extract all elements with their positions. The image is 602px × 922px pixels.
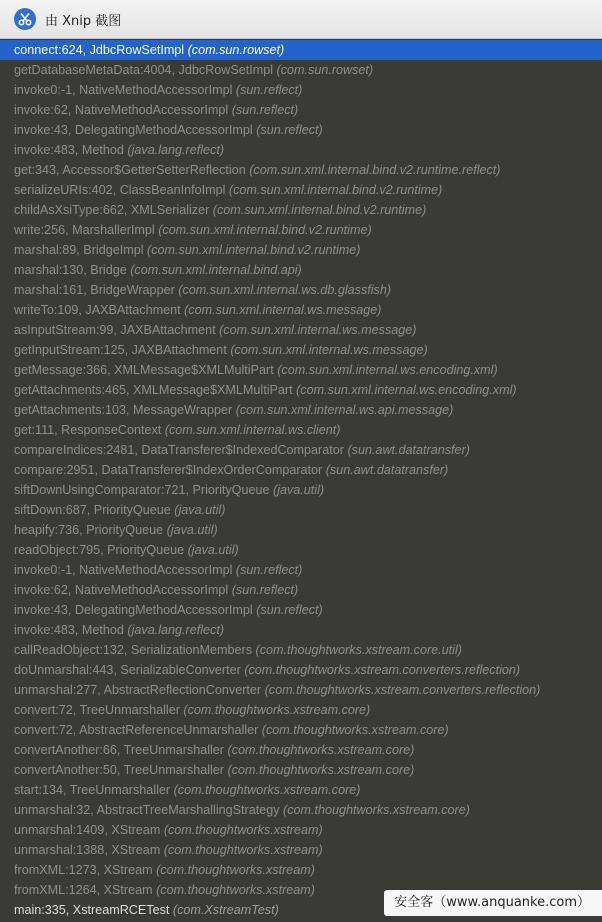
frame-package: (com.sun.xml.internal.bind.v2.runtime): [147, 243, 361, 257]
stack-frame[interactable]: [0, 240, 602, 260]
stack-frame[interactable]: [0, 860, 602, 880]
frame-package: (sun.reflect): [235, 83, 303, 97]
frame-package: (java.util): [174, 503, 226, 517]
frame-method: unmarshal:1388, XStream: [14, 843, 161, 857]
frame-package: (java.util): [166, 523, 218, 537]
stack-frame-selected[interactable]: [0, 40, 602, 60]
frame-method: write:256, MarshallerImpl: [14, 223, 155, 237]
frame-package: (com.thoughtworks.xstream): [163, 843, 323, 857]
stack-frame[interactable]: [0, 680, 602, 700]
stack-frame[interactable]: [0, 760, 602, 780]
frame-package: (com.sun.rowset): [276, 63, 374, 77]
frame-method: getMessage:366, XMLMessage$XMLMultiPart: [14, 363, 274, 377]
frame-method: invoke:483, Method: [14, 623, 124, 637]
frame-package: (java.util): [273, 483, 325, 497]
frame-method: childAsXsiType:662, XMLSerializer: [14, 203, 210, 217]
stack-frame[interactable]: [0, 200, 602, 220]
frame-method: marshal:89, BridgeImpl: [14, 243, 144, 257]
frame-method: fromXML:1264, XStream: [14, 883, 153, 897]
frame-package: (com.thoughtworks.xstream): [156, 863, 315, 877]
stack-frame[interactable]: [0, 780, 602, 800]
window-titlebar: [0, 0, 602, 39]
frame-package: (com.thoughtworks.xstream.core): [261, 723, 449, 737]
frame-method: writeTo:109, JAXBAttachment: [14, 303, 181, 317]
frame-package: (com.sun.xml.internal.ws.encoding.xml): [296, 383, 517, 397]
frame-method: invoke0:-1, NativeMethodAccessorImpl: [14, 83, 233, 97]
frame-method: readObject:795, PriorityQueue: [14, 543, 185, 557]
frame-package: (com.thoughtworks.xstream.core.util): [255, 643, 462, 657]
frame-package: (com.sun.xml.internal.ws.message): [184, 303, 382, 317]
frame-method: unmarshal:32, AbstractTreeMarshallingStrategy: [14, 803, 280, 817]
frame-package: (com.sun.xml.internal.ws.message): [230, 343, 428, 357]
stack-frame[interactable]: [0, 320, 602, 340]
frame-package: (com.sun.xml.internal.bind.v2.runtime): [158, 223, 372, 237]
frame-package: (sun.reflect): [231, 103, 299, 117]
frame-method: invoke0:-1, NativeMethodAccessorImpl: [14, 563, 233, 577]
frame-method: invoke:43, DelegatingMethodAccessorImpl: [14, 123, 253, 137]
stack-frame[interactable]: [0, 740, 602, 760]
frame-package: (com.sun.xml.internal.bind.api): [130, 263, 302, 277]
stack-frame[interactable]: [0, 700, 602, 720]
frame-package: (com.thoughtworks.xstream.converters.reflection): [264, 683, 541, 697]
frame-package: (com.sun.xml.internal.bind.v2.runtime): [212, 203, 427, 217]
frame-method: fromXML:1273, XStream: [14, 863, 153, 877]
frame-package: (sun.reflect): [231, 583, 299, 597]
frame-method: getAttachments:103, MessageWrapper: [14, 403, 233, 417]
frame-package: (com.sun.xml.internal.ws.api.message): [235, 403, 454, 417]
stack-frame[interactable]: [0, 180, 602, 200]
stack-frame[interactable]: [0, 80, 602, 100]
frame-package: (sun.reflect): [256, 123, 323, 137]
frame-method: compare:2951, DataTransferer$IndexOrderComparator: [14, 463, 323, 477]
stack-frame[interactable]: [0, 220, 602, 240]
frame-method: invoke:62, NativeMethodAccessorImpl: [14, 583, 229, 597]
call-stack-frames-list: [0, 40, 602, 920]
frame-package: (java.lang.reflect): [127, 143, 225, 157]
frame-method: convert:72, AbstractReferenceUnmarshaller: [14, 723, 259, 737]
frame-method: doUnmarshal:443, SerializableConverter: [14, 663, 241, 677]
stack-frame[interactable]: [0, 380, 602, 400]
stack-frame[interactable]: [0, 400, 602, 420]
frame-package: (java.lang.reflect): [127, 623, 225, 637]
stack-frame[interactable]: [0, 460, 602, 480]
stack-frame[interactable]: [0, 620, 602, 640]
frame-method: heapify:736, PriorityQueue: [14, 523, 164, 537]
frame-package: (com.thoughtworks.xstream.core): [227, 743, 415, 757]
frame-package: (sun.awt.datatransfer): [347, 443, 470, 457]
frame-method: invoke:62, NativeMethodAccessorImpl: [14, 103, 229, 117]
frame-method: invoke:43, DelegatingMethodAccessorImpl: [14, 603, 253, 617]
frame-method: main:335, XstreamRCETest: [14, 903, 170, 917]
frame-method: get:343, Accessor$GetterSetterReflection: [14, 163, 246, 177]
frame-method: getAttachments:465, XMLMessage$XMLMultiPart: [14, 383, 293, 397]
frame-package: (java.util): [187, 543, 239, 557]
frame-method: invoke:483, Method: [14, 143, 124, 157]
frame-method: serializeURIs:402, ClassBeanInfoImpl: [14, 183, 226, 197]
stack-frame[interactable]: [0, 580, 602, 600]
stack-frame[interactable]: [0, 280, 602, 300]
frame-package: (com.XstreamTest): [172, 903, 279, 917]
stack-frame[interactable]: [0, 120, 602, 140]
stack-frame[interactable]: [0, 640, 602, 660]
frame-method: marshal:161, BridgeWrapper: [14, 283, 175, 297]
frame-package: (com.sun.xml.internal.ws.encoding.xml): [277, 363, 498, 377]
frame-package: (com.thoughtworks.xstream.core): [227, 763, 415, 777]
stack-frame[interactable]: [0, 560, 602, 580]
stack-frame[interactable]: [0, 160, 602, 180]
frame-method: start:134, TreeUnmarshaller: [14, 783, 171, 797]
frame-method: unmarshal:277, AbstractReflectionConverter: [14, 683, 262, 697]
stack-frame[interactable]: [0, 340, 602, 360]
frame-package: (com.sun.xml.internal.ws.message): [219, 323, 417, 337]
frame-method: callReadObject:132, SerializationMembers: [14, 643, 252, 657]
frame-package: (com.thoughtworks.xstream.core): [283, 803, 470, 817]
frame-method: get:111, ResponseContext: [14, 423, 162, 437]
window-title: 由 Xnip 截图: [45, 13, 122, 29]
frame-method: convert:72, TreeUnmarshaller: [14, 703, 180, 717]
stack-frame[interactable]: [0, 800, 602, 820]
stack-frame[interactable]: [0, 440, 602, 460]
frame-package: (com.sun.rowset): [187, 43, 285, 57]
frame-package: (com.sun.xml.internal.bind.v2.runtime): [228, 183, 443, 197]
frame-method: marshal:130, Bridge: [14, 263, 127, 277]
stack-frame[interactable]: [0, 520, 602, 540]
frame-method: convertAnother:50, TreeUnmarshaller: [14, 763, 224, 777]
frame-method: siftDownUsingComparator:721, PriorityQueue: [14, 483, 270, 497]
frame-package: (com.sun.xml.internal.bind.v2.runtime.reflect): [249, 163, 501, 177]
stack-frame[interactable]: [0, 420, 602, 440]
stack-frame[interactable]: [0, 660, 602, 680]
stack-frame[interactable]: [0, 100, 602, 120]
frame-method: compareIndices:2481, DataTransferer$IndexedComparator: [14, 443, 344, 457]
frame-package: (com.thoughtworks.xstream): [163, 823, 323, 837]
frame-package: (sun.reflect): [235, 563, 303, 577]
frame-package: (com.thoughtworks.xstream.core): [173, 783, 361, 797]
frame-method: siftDown:687, PriorityQueue: [14, 503, 171, 517]
stack-frame[interactable]: [0, 480, 602, 500]
frame-method: connect:624, JdbcRowSetImpl: [14, 43, 185, 57]
frame-package: (com.sun.xml.internal.ws.db.glassfish): [178, 283, 392, 297]
frame-method: convertAnother:66, TreeUnmarshaller: [14, 743, 224, 757]
stack-frame[interactable]: [0, 140, 602, 160]
stack-frame[interactable]: [0, 260, 602, 280]
stack-frame[interactable]: [0, 820, 602, 840]
frame-package: (com.sun.xml.internal.ws.client): [164, 423, 341, 437]
frame-package: (com.thoughtworks.xstream): [156, 883, 315, 897]
frame-method: getDatabaseMetaData:4004, JdbcRowSetImpl: [14, 63, 274, 77]
xnip-scissors-icon[interactable]: [14, 8, 36, 30]
stack-frame[interactable]: [0, 840, 602, 860]
stack-frame[interactable]: [0, 300, 602, 320]
frame-package: (com.thoughtworks.xstream.converters.reflection): [244, 663, 521, 677]
frame-method: getInputStream:125, JAXBAttachment: [14, 343, 227, 357]
stack-frame[interactable]: [0, 360, 602, 380]
frame-package: (sun.awt.datatransfer): [325, 463, 449, 477]
stack-frame[interactable]: [0, 600, 602, 620]
frame-package: (sun.reflect): [256, 603, 323, 617]
stack-frame[interactable]: [0, 720, 602, 740]
stack-frame[interactable]: [0, 60, 602, 80]
site-watermark: 安全客（www.anquanke.com）: [384, 890, 602, 916]
stack-frame[interactable]: [0, 540, 602, 560]
frame-package: (com.thoughtworks.xstream.core): [183, 703, 371, 717]
stack-frame[interactable]: [0, 500, 602, 520]
frame-method: unmarshal:1409, XStream: [14, 823, 161, 837]
frame-method: asInputStream:99, JAXBAttachment: [14, 323, 216, 337]
